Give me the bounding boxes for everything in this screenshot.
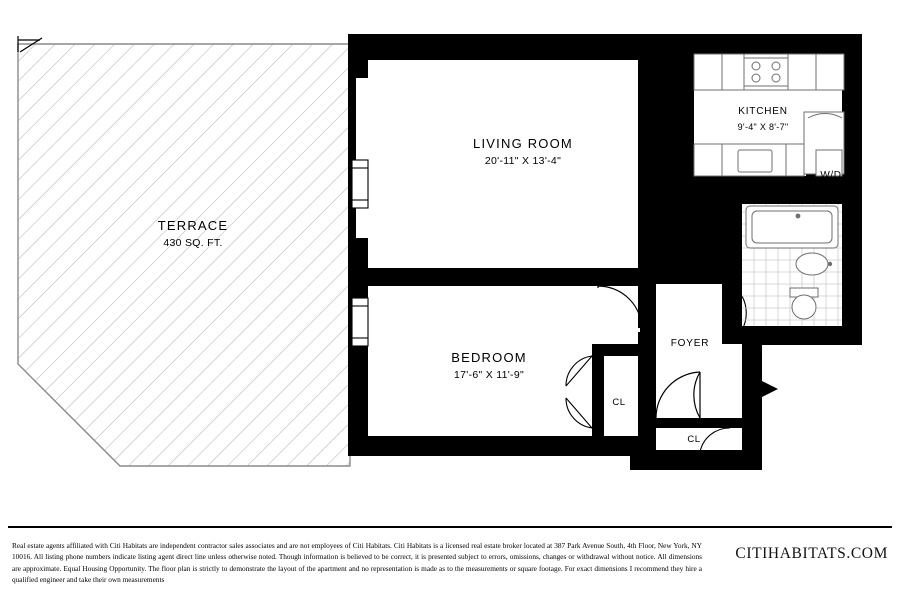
- window-bedroom: [352, 298, 368, 346]
- label-closet-foyer: CL: [687, 434, 701, 445]
- room-label-kitchen: [738, 106, 789, 133]
- room-dims-kitchen: 9'-4" X 8'-7": [737, 121, 789, 132]
- room-name-bedroom: BEDROOM: [451, 350, 527, 365]
- room-label-foyer: FOYER: [670, 338, 710, 349]
- terrace-area: [18, 44, 350, 466]
- entry-door-arrow-icon: [760, 380, 778, 398]
- window-living-room: [352, 160, 368, 208]
- brand-logo-text: CITIHABITATS.COM: [735, 545, 888, 562]
- room-dims-bedroom: 17'-6" X 11'-9": [453, 369, 525, 382]
- room-dims-terrace: 430 SQ. FT.: [163, 237, 223, 250]
- footer: [0, 520, 900, 589]
- room-dims-living-room: 20'-11" X 13'-4": [484, 155, 562, 168]
- room-label-living-room: [473, 136, 573, 168]
- apartment-walls: [348, 34, 862, 470]
- footer-divider: [8, 526, 892, 528]
- label-closet-bedroom: CL: [612, 397, 626, 408]
- label-washer-dryer: W/D: [820, 170, 842, 181]
- room-name-terrace: TERRACE: [157, 218, 229, 233]
- room-label-bedroom: [451, 350, 527, 382]
- room-name-living-room: LIVING ROOM: [473, 136, 573, 151]
- room-label-terrace: [158, 218, 229, 250]
- disclaimer-text: Real estate agents affiliated with Citi Habitats are independent contractor sales associates and are not employees of Citi Habitats. Citi Habitats is a licensed real estate broker located at 387 Park Avenue South, 4th Floor, New York, NY 10016. All listing phone numbers indicate listing agent direct line unless otherwise noted. Though information is believed to be correct, it is presented subject to errors, omissions, changes or withdrawal without notice. All dimensions are approximate. Equal Housing Opportunity. The floor plan is strictly to demonstrate the layout of the apartment and no representation is made as to the measurements or square footage. For exact dimensions I recommend they hire a qualified engineer and take their own measurements: [12, 541, 702, 584]
- room-name-kitchen: KITCHEN: [738, 106, 788, 117]
